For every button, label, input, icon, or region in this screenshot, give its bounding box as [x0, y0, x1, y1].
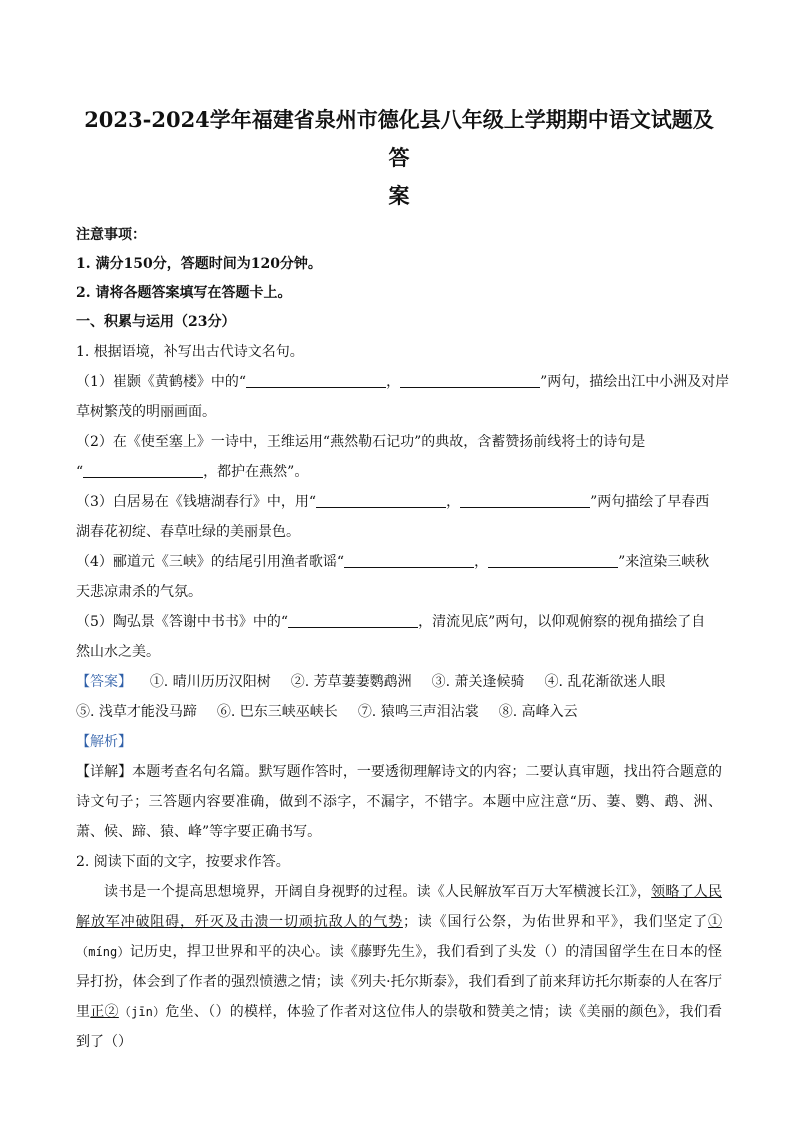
- blank-marker-1: ①: [708, 914, 723, 930]
- pinyin-1: （míng）: [76, 945, 130, 959]
- document-title: [76, 0, 722, 215]
- note-item-2: 2. 请将各题答案填写在答题卡上。: [76, 285, 292, 301]
- q1-part-5: （5）陶弘景《答谢中书书》中的“ ，清流见底”两句，以仰观俯察的视角描绘了自: [76, 614, 706, 630]
- q1-part-4-cont: 天悲凉肃杀的气氛。: [76, 584, 202, 600]
- title-line-1: 2023-2024学年福建省泉州市德化县八年级上学期期中语文试题及答: [84, 107, 714, 170]
- answer-blank[interactable]: [400, 373, 540, 388]
- q1-part-4: （4）郦道元《三峡》的结尾引用渔者歌谣“ ， ”来渲染三峡秋: [76, 554, 710, 570]
- q2-passage: 读书是一个提高思想境界，开阔自身视野的过程。读《人民解放军百万大军横渡长江》，领略了人民解放军冲破阻碍，歼灭及击溃一切顽抗敌人的气势；读《国行公祭，为佑世界和平》，我们坚定了①（míng）记历史，捍卫世界和平的决心。读《藤野先生》，我们看到了头发（）的清国留学生在日本的怪异打扮，体会到了作者的强烈愤懑之情；读《列夫·托尔斯泰》，我们看到了前来拜访托尔斯泰的人在客厅里正②（jīn）危坐、（）的模样，体验了作者对这位伟人的崇敬和赞美之情；读《美丽的颜色》，我们看到了（）: [76, 884, 723, 1050]
- answer-blank[interactable]: [460, 493, 590, 508]
- answer-blank[interactable]: [488, 553, 618, 568]
- q2-stem: 2. 阅读下面的文字，按要求作答。: [76, 854, 290, 870]
- answer-item: ⑥. 巴东三峡巫峡长: [216, 704, 338, 720]
- answer-blank[interactable]: [344, 553, 474, 568]
- answer-item: ⑧. 高峰入云: [498, 704, 578, 720]
- note-item-1: 1. 满分150分，答题时间为120分钟。: [76, 256, 322, 272]
- notes-heading: 注意事项：: [76, 227, 146, 243]
- answer-row-2: [76, 697, 722, 727]
- notes-block: [76, 221, 722, 337]
- answer-item: ②. 芳草萋萋鹦鹉洲: [290, 674, 412, 690]
- answer-item: ①. 晴川历历汉阳树: [149, 674, 271, 690]
- q1-part-1: （1）崔颢《黄鹤楼》中的“ ， ”两句，描绘出江中小洲及对岸: [76, 374, 730, 390]
- answer-row-1: [76, 667, 722, 697]
- question-2: [76, 847, 722, 1057]
- q1-part-3-cont: 湖春花初绽、春草吐绿的美丽景色。: [76, 524, 300, 540]
- answer-item: ④. 乱花渐欲迷人眼: [544, 674, 666, 690]
- analysis-detail: 【详解】本题考查名句名篇。默写题作答时，一要透彻理解诗文的内容；二要认真审题，找出符合题意的诗文句子；三答题内容要准确，做到不添字，不漏字，不错字。本题中应注意“历、萋、鹦、鹉、洲、萧、候、蹄、猿、峰”等字要正确书写。: [76, 764, 722, 840]
- q1-part-1-cont: 草树繁茂的明丽画面。: [76, 404, 216, 420]
- q1-part-3: （3）白居易在《钱塘湖春行》中，用“ ， ”两句描绘了早春西: [76, 494, 710, 510]
- q1-part-2: （2）在《使至塞上》一诗中，王维运用“燕然勒石记功”的典故，含蓄赞扬前线将士的诗句是: [76, 434, 646, 450]
- answer-blank[interactable]: [316, 493, 446, 508]
- answer-item: ③. 萧关逢候骑: [431, 674, 525, 690]
- pinyin-2: （jīn）: [118, 1005, 166, 1019]
- q1-part-2-cont: “ ，都护在燕然”。: [76, 464, 309, 480]
- title-line-2: 案: [388, 183, 410, 208]
- answer-item: ⑦. 猿鸣三声泪沾裳: [357, 704, 479, 720]
- q1-part-5-cont: 然山水之美。: [76, 644, 160, 660]
- blank-marker-2: 正②: [90, 1004, 119, 1020]
- answer-blank[interactable]: [246, 373, 386, 388]
- question-1: [76, 337, 730, 847]
- q1-stem: 1. 根据语境，补写出古代诗文名句。: [76, 344, 304, 360]
- answer-blank[interactable]: [288, 613, 418, 628]
- section-1-heading: 一、积累与运用（23分）: [76, 314, 236, 330]
- analysis-label: 【解析】: [76, 734, 132, 750]
- answer-item: ⑤. 浅草才能没马蹄: [76, 704, 197, 720]
- underlined-sentence: 领略了人民解放军冲破阻碍，歼灭及击溃一切顽抗敌人的气势: [76, 884, 723, 930]
- answer-blank[interactable]: [83, 463, 203, 478]
- answer-label: 【答案】: [76, 674, 132, 690]
